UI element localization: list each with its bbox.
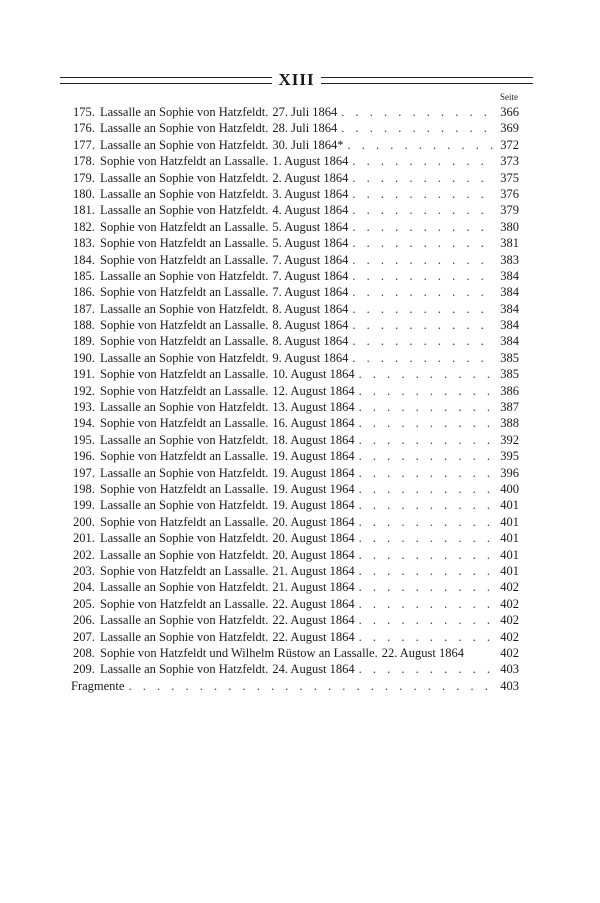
header-rule-left	[60, 77, 272, 84]
entry-page: 401	[500, 563, 519, 578]
dot-leader	[359, 514, 493, 530]
entry-title: Sophie von Hatzfeldt an Lassalle.	[100, 383, 269, 398]
entry-number: 188.	[73, 318, 95, 333]
entry-number: 186.	[73, 285, 95, 300]
entry-page: 401	[500, 514, 519, 529]
entry-date: 24. August 1864	[272, 662, 355, 677]
entry-date: 18. August 1864	[272, 432, 355, 447]
entry-number: 202.	[73, 547, 95, 562]
entry-title: Lassalle an Sophie von Hatzfeldt.	[100, 580, 269, 595]
entry-title: Lassalle an Sophie von Hatzfeldt.	[100, 531, 269, 546]
toc-entry	[73, 252, 519, 268]
entry-date: 20. August 1864	[272, 547, 355, 562]
entry-number: 206.	[73, 613, 95, 628]
entry-title: Lassalle an Sophie von Hatzfeldt.	[100, 662, 269, 677]
entry-page: 381	[500, 236, 519, 251]
entry-title: Sophie von Hatzfeldt an Lassalle.	[100, 514, 269, 529]
entry-number: 177.	[73, 137, 95, 152]
entry-number: 192.	[73, 383, 95, 398]
toc-entry	[73, 547, 519, 563]
entry-page: 380	[500, 219, 519, 234]
dot-leader	[341, 120, 493, 136]
entry-page: 396	[500, 465, 519, 480]
entry-page: 388	[500, 416, 519, 431]
dot-leader	[359, 383, 493, 399]
header-rule-right	[321, 77, 533, 84]
dot-leader	[359, 579, 493, 595]
entry-title: Sophie von Hatzfeldt an Lassalle.	[100, 367, 269, 382]
toc-entry	[73, 563, 519, 579]
entry-page: 395	[500, 449, 519, 464]
entry-title: Sophie von Hatzfeldt an Lassalle.	[100, 219, 269, 234]
toc-entry	[73, 481, 519, 497]
dot-leader	[359, 366, 493, 382]
toc-entry	[73, 317, 519, 333]
entry-date: 8. August 1864	[272, 334, 349, 349]
entry-number: 181.	[73, 203, 95, 218]
toc-entry	[73, 284, 519, 300]
entry-page: 386	[500, 383, 519, 398]
table-of-contents	[73, 104, 519, 694]
dot-leader	[359, 465, 493, 481]
entry-number: 180.	[73, 186, 95, 201]
entry-number: 199.	[73, 498, 95, 513]
entry-page: 402	[500, 580, 519, 595]
toc-entry	[73, 645, 519, 661]
entry-date: 9. August 1864	[272, 350, 349, 365]
entry-number: 200.	[73, 514, 95, 529]
entry-page: 384	[500, 334, 519, 349]
entry-title: Lassalle an Sophie von Hatzfeldt.	[100, 613, 269, 628]
dot-leader	[352, 333, 493, 349]
dot-leader	[341, 104, 493, 120]
toc-entry	[73, 383, 519, 399]
entry-title: Lassalle an Sophie von Hatzfeldt.	[100, 350, 269, 365]
entry-date: 30. Juli 1864*	[272, 137, 344, 152]
dot-leader	[359, 530, 493, 546]
entry-number: 179.	[73, 170, 95, 185]
entry-date: 21. August 1864	[272, 563, 355, 578]
toc-entry	[73, 333, 519, 349]
entry-date: 5. August 1864	[272, 219, 349, 234]
toc-entry	[73, 366, 519, 382]
toc-entry	[73, 415, 519, 431]
toc-entry	[73, 219, 519, 235]
entry-page: 401	[500, 498, 519, 513]
entry-date: 16. August 1864	[272, 416, 355, 431]
toc-entry	[73, 202, 519, 218]
toc-entry	[73, 514, 519, 530]
entry-title: Lassalle an Sophie von Hatzfeldt.	[100, 629, 269, 644]
entry-page: 385	[500, 367, 519, 382]
entry-number: 190.	[73, 350, 95, 365]
toc-entry	[73, 350, 519, 366]
entry-date: 28. Juli 1864	[272, 121, 338, 136]
entry-title: Lassalle an Sophie von Hatzfeldt.	[100, 268, 269, 283]
entry-page: 384	[500, 318, 519, 333]
entry-number: 176.	[73, 121, 95, 136]
entry-number: 191.	[73, 367, 95, 382]
entry-title: Sophie von Hatzfeldt an Lassalle.	[100, 318, 269, 333]
entry-date: 19. August 1864	[272, 465, 355, 480]
entry-page: 400	[500, 481, 519, 496]
toc-entry	[73, 497, 519, 513]
entry-title: Lassalle an Sophie von Hatzfeldt.	[100, 170, 269, 185]
entry-date: 19. August 1864	[272, 498, 355, 513]
dot-leader	[352, 317, 493, 333]
toc-entry	[73, 399, 519, 415]
entry-number: 194.	[73, 416, 95, 431]
dot-leader	[352, 350, 493, 366]
entry-date: 1. August 1864	[272, 154, 349, 169]
toc-entry	[73, 153, 519, 169]
entry-title: Lassalle an Sophie von Hatzfeldt.	[100, 465, 269, 480]
entry-title: Lassalle an Sophie von Hatzfeldt.	[100, 105, 269, 119]
entry-date: 3. August 1864	[272, 186, 349, 201]
entry-title: Lassalle an Sophie von Hatzfeldt.	[100, 121, 269, 136]
dot-leader	[352, 235, 493, 251]
entry-page: 375	[500, 170, 519, 185]
entry-page: 392	[500, 432, 519, 447]
entry-page: 401	[500, 547, 519, 562]
toc-entry	[73, 268, 519, 284]
dot-leader	[352, 153, 493, 169]
entry-number: 184.	[73, 252, 95, 267]
entry-page: 385	[500, 350, 519, 365]
entry-date: 22. August 1864	[381, 645, 465, 660]
entry-page: 401	[500, 531, 519, 546]
entry-page: 402	[500, 645, 519, 660]
toc-entry	[73, 596, 519, 612]
entry-number: 189.	[73, 334, 95, 349]
entry-date: 7. August 1864	[272, 285, 349, 300]
entry-date: 12. August 1864	[272, 383, 355, 398]
entry-page: 373	[500, 154, 519, 169]
dot-leader	[352, 219, 493, 235]
entry-page: 402	[500, 613, 519, 628]
entry-number: 195.	[73, 432, 95, 447]
entry-page: 403	[500, 662, 519, 677]
entry-number: 182.	[73, 219, 95, 234]
entry-number: 187.	[73, 301, 95, 316]
entry-date: 8. August 1864	[272, 301, 349, 316]
entry-page: 384	[500, 301, 519, 316]
entry-number: 193.	[73, 400, 95, 415]
dot-leader	[352, 202, 493, 218]
dot-leader	[352, 284, 493, 300]
entry-page: 376	[500, 186, 519, 201]
entry-page: 372	[500, 137, 519, 152]
column-label: Seite	[500, 92, 518, 102]
entry-number: 203.	[73, 563, 95, 578]
entry-date: 4. August 1864	[272, 203, 349, 218]
dot-leader	[359, 547, 493, 563]
entry-title: Sophie von Hatzfeldt an Lassalle.	[100, 252, 269, 267]
dot-leader	[352, 301, 493, 317]
entry-page: 387	[500, 400, 519, 415]
toc-entry	[73, 137, 519, 153]
entry-date: 7. August 1864	[272, 252, 349, 267]
entry-title: Lassalle an Sophie von Hatzfeldt.	[100, 498, 269, 513]
entry-title: Fragmente	[71, 678, 125, 693]
entry-page: 384	[500, 268, 519, 283]
entry-number: 185.	[73, 268, 95, 283]
entry-number: 209.	[73, 662, 95, 677]
entry-date: 13. August 1864	[272, 400, 355, 415]
entry-title: Sophie von Hatzfeldt an Lassalle.	[100, 596, 269, 611]
entry-page: 402	[500, 629, 519, 644]
entry-date: 20. August 1864	[272, 514, 355, 529]
entry-date: 19. August 1864	[272, 449, 355, 464]
dot-leader	[352, 186, 493, 202]
entry-date: 2. August 1864	[272, 170, 349, 185]
entry-number: 197.	[73, 465, 95, 480]
toc-entry	[73, 465, 519, 481]
entry-number: 198.	[73, 481, 95, 496]
entry-title: Lassalle an Sophie von Hatzfeldt.	[100, 186, 269, 201]
entry-date: 22. August 1864	[272, 629, 355, 644]
dot-leader	[352, 170, 493, 186]
entry-number: 178.	[73, 154, 95, 169]
dot-leader	[359, 415, 493, 431]
entry-date: 10. August 1864	[272, 367, 355, 382]
entry-title: Sophie von Hatzfeldt an Lassalle.	[100, 285, 269, 300]
entry-title: Lassalle an Sophie von Hatzfeldt.	[100, 400, 269, 415]
entry-date: 22. August 1864	[272, 613, 355, 628]
entry-number: 208.	[73, 645, 95, 660]
entry-date: 19. August 1964	[272, 481, 355, 496]
entry-date: 27. Juli 1864	[272, 105, 338, 119]
dot-leader	[359, 448, 493, 464]
entry-number: 204.	[73, 580, 95, 595]
entry-title: Lassalle an Sophie von Hatzfeldt.	[100, 137, 269, 152]
entry-date: 7. August 1864	[272, 268, 349, 283]
toc-entry	[73, 448, 519, 464]
toc-entry	[73, 104, 519, 120]
toc-entry	[73, 170, 519, 186]
entry-title: Sophie von Hatzfeldt an Lassalle.	[100, 416, 269, 431]
entry-title: Sophie von Hatzfeldt an Lassalle.	[100, 236, 269, 251]
page-number: XIII	[278, 70, 315, 89]
dot-leader	[348, 137, 493, 153]
entry-number: 183.	[73, 236, 95, 251]
entry-number: 207.	[73, 629, 95, 644]
entry-page: 366	[500, 105, 519, 119]
entry-page: 403	[500, 678, 519, 693]
page-header	[60, 70, 533, 90]
entry-title: Sophie von Hatzfeldt an Lassalle.	[100, 481, 269, 496]
toc-entry	[73, 612, 519, 628]
entry-number: 201.	[73, 531, 95, 546]
entry-title: Lassalle an Sophie von Hatzfeldt.	[100, 203, 269, 218]
dot-leader	[359, 563, 493, 579]
dot-leader	[359, 596, 493, 612]
entry-title: Sophie von Hatzfeldt an Lassalle.	[100, 154, 269, 169]
toc-entry	[73, 120, 519, 136]
entry-title: Lassalle an Sophie von Hatzfeldt.	[100, 432, 269, 447]
entry-date: 5. August 1864	[272, 236, 349, 251]
dot-leader	[359, 661, 493, 677]
toc-entry	[73, 530, 519, 546]
entry-page: 369	[500, 121, 519, 136]
entry-title: Lassalle an Sophie von Hatzfeldt.	[100, 301, 269, 316]
entry-date: 22. August 1864	[272, 596, 355, 611]
entry-number: 175.	[73, 105, 95, 119]
dot-leader	[359, 629, 493, 645]
toc-entry	[73, 629, 519, 645]
toc-entry	[73, 301, 519, 317]
entry-number: 205.	[73, 596, 95, 611]
toc-entry	[73, 579, 519, 595]
dot-leader	[128, 678, 493, 694]
dot-leader	[359, 399, 493, 415]
toc-entry	[73, 186, 519, 202]
dot-leader	[352, 268, 493, 284]
dot-leader	[359, 432, 493, 448]
toc-entry	[73, 678, 519, 694]
entry-page: 379	[500, 203, 519, 218]
entry-page: 384	[500, 285, 519, 300]
entry-number: 196.	[73, 449, 95, 464]
dot-leader	[352, 252, 493, 268]
toc-entry	[73, 432, 519, 448]
dot-leader	[359, 481, 493, 497]
toc-entry	[73, 661, 519, 677]
entry-title: Sophie von Hatzfeldt an Lassalle.	[100, 334, 269, 349]
entry-page: 383	[500, 252, 519, 267]
entry-title: Sophie von Hatzfeldt und Wilhelm Rüstow an Lassalle.	[100, 645, 378, 660]
entry-page: 402	[500, 596, 519, 611]
entry-date: 20. August 1864	[272, 531, 355, 546]
entry-date: 8. August 1864	[272, 318, 349, 333]
dot-leader	[359, 612, 493, 628]
toc-entry	[73, 235, 519, 251]
entry-title: Sophie von Hatzfeldt an Lassalle.	[100, 563, 269, 578]
entry-date: 21. August 1864	[272, 580, 355, 595]
dot-leader	[359, 497, 493, 513]
entry-title: Sophie von Hatzfeldt an Lassalle.	[100, 449, 269, 464]
entry-title: Lassalle an Sophie von Hatzfeldt.	[100, 547, 269, 562]
